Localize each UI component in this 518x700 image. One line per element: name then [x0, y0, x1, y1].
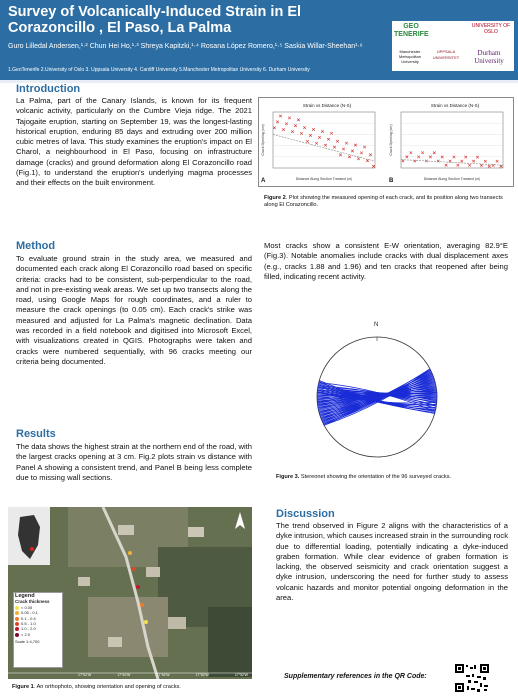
- legend-title: Legend: [15, 593, 35, 599]
- durham-logo: Durham University: [474, 49, 504, 65]
- panel-title: Strain vs Distance (N-S): [302, 103, 352, 108]
- legend-swatch: [15, 611, 19, 615]
- mmu-logo: Manchester Metropolitan University: [398, 49, 421, 64]
- geotenerife-logo: GEO TENERIFE: [394, 23, 429, 38]
- stereonet: [312, 322, 442, 462]
- results-heading: Results: [16, 428, 56, 440]
- qr-code-icon[interactable]: [454, 663, 490, 693]
- legend-item: 0.1 - 0.5: [15, 616, 61, 621]
- legend-item: < 0.05: [15, 605, 61, 610]
- panel-label: A: [261, 178, 266, 184]
- discussion-text: The trend observed in Figure 2 aligns with the characteristics of a dyke intrusion, which causes increased strain in the surrounding rock due to differential loading, potentially indicating a dyke-induced graben formation. While clear evidence of graben formation is lacking, the observed seismicity and crack orientation suggest a dyke intrusion, underscoring the need for further study to assess volcanic hazards and monitor potential ongoing deformation in the area.: [276, 521, 508, 603]
- map-legend: [13, 592, 63, 668]
- x-axis-label: Distance Along Section Transect (m): [295, 177, 353, 181]
- results-text: The data shows the highest strain at the northern end of the road, with the largest cracks opening at 3 cm. Fig.2 plots strain vs distance with Panel A showing a consistent trend, and Panel B being less complete due to missing wall sections.: [16, 442, 252, 482]
- legend-swatch: [15, 622, 19, 626]
- supplementary-note: Supplementary references in the QR Code:: [284, 673, 427, 680]
- affiliation-list: 1.GeoTenerife 2.University of Oslo 3. Uppsala University 4. Cardiff University 5.Manchester Metropolitan University 6. Durham University: [8, 67, 310, 73]
- orthophoto-map: [8, 507, 252, 679]
- plot-frame: [401, 112, 503, 168]
- trend-line: [401, 160, 503, 166]
- figure3-caption: Figure 3. Stereonet showing the orientation of the 96 surveyed cracks.: [276, 474, 452, 480]
- legend-subtitle: Crack thickness: [15, 599, 50, 605]
- legend-item: 0.05 - 0.1: [15, 610, 61, 615]
- north-label: N: [374, 322, 379, 328]
- x-axis-label: Distance Along Section Transect (m): [423, 177, 481, 181]
- orientation-text: Most cracks show a consistent E-W orientation, averaging 82.9°E (Fig.3). Notable anomalies include cracks with dual displacement axes (e.g., cracks 1.88 and 1.96) and ten cracks that reopened after being filled, indicating recent activity.: [264, 241, 508, 281]
- legend-item: > 2.0: [15, 632, 61, 637]
- panel-title: Strain vs Distance (N-S): [430, 103, 480, 108]
- scale-text: Scale 1:4,700: [15, 639, 40, 645]
- intro-heading: Introduction: [16, 83, 81, 95]
- intro-text: La Palma, part of the Canary Islands, is known for its frequent volcanic activity, particularly on the Cumbre Vieja ridge. The 2021 Tajogaite eruption, starting on September 19, was the longest-lasting historical eruption, enduring 85 days and extruding over 200 million cubic metres of lava. This study examines the eruption's impact on El Charol, a neighbourhood in El Paso, focusing on infrastructure damage (cracks) and ground deformation along El Corazoncillo road (Fig.1), to understand the eruption's underlying magma processes and their effects on the built environment.: [16, 96, 252, 188]
- oslo-logo: UNIVERSITY OF OSLO: [471, 23, 511, 35]
- poster-title: Survey of Volcanically-Induced Strain in El Corazoncillo , El Paso, La Palma: [8, 4, 302, 36]
- poster-header: [0, 0, 518, 80]
- legend-swatch: [15, 617, 19, 621]
- legend-item: 1.0 - 2.0: [15, 626, 61, 631]
- method-text: To evaluate ground strain in the study area, we measured and documented each crack along El Corazoncillo road based on specific criteria: cracks had to be consistent, sub-perpendicular to the road, and not in pre-existing weak areas. We set up two transects along the road, using Google Maps for rough coordinates, and a ruler to measure the crack openings (to 0.05 cm). Each crack's strike was measured and adjusted for La Palma's magnetic declination. Data was recorded in a field notebook and digitised into Microsoft Excel, with visualizations created in QGIS. Photographs were taken and cracks were numbered sequentially, with 96 cracks meeting our criteria being documented.: [16, 254, 252, 366]
- panel-label: B: [389, 178, 394, 184]
- uppsala-logo: UPPSALA UNIVERSITET: [432, 49, 460, 60]
- logo-panel: [392, 21, 514, 71]
- legend-swatch: [15, 606, 19, 610]
- trend-line: [273, 134, 375, 161]
- strain-distance-plots: [259, 98, 513, 186]
- y-axis-label: Crack Opening (cm): [261, 124, 265, 156]
- legend-swatch: [15, 633, 19, 637]
- map-tick-labels: 17°52'W 17°52'W 17°52'W 17°52'W 17°52'W: [78, 673, 248, 677]
- stereonet-plot: [312, 332, 442, 462]
- figure2-caption: Figure 2. Plot showing the measured opening of each crack, and its position along two transects along El Corazoncillo.: [264, 195, 503, 209]
- figure1-caption: Figure 1. An orthophoto, showing orientation and opening of cracks.: [12, 684, 181, 690]
- author-list: Guro Lilledal Andersen,¹·² Chun Hei Ho,¹·³ Shreya Kapitzki,¹·⁴ Rosana López Romero,¹·⁵ Saskia Willar-Sheehan¹·⁶: [8, 43, 363, 50]
- discussion-heading: Discussion: [276, 508, 335, 520]
- legend-swatch: [15, 627, 19, 631]
- method-heading: Method: [16, 240, 56, 252]
- legend-item: 0.5 - 1.0: [15, 621, 61, 626]
- figure2-panel: [258, 97, 514, 187]
- y-axis-label: Crack Opening (cm): [389, 124, 393, 156]
